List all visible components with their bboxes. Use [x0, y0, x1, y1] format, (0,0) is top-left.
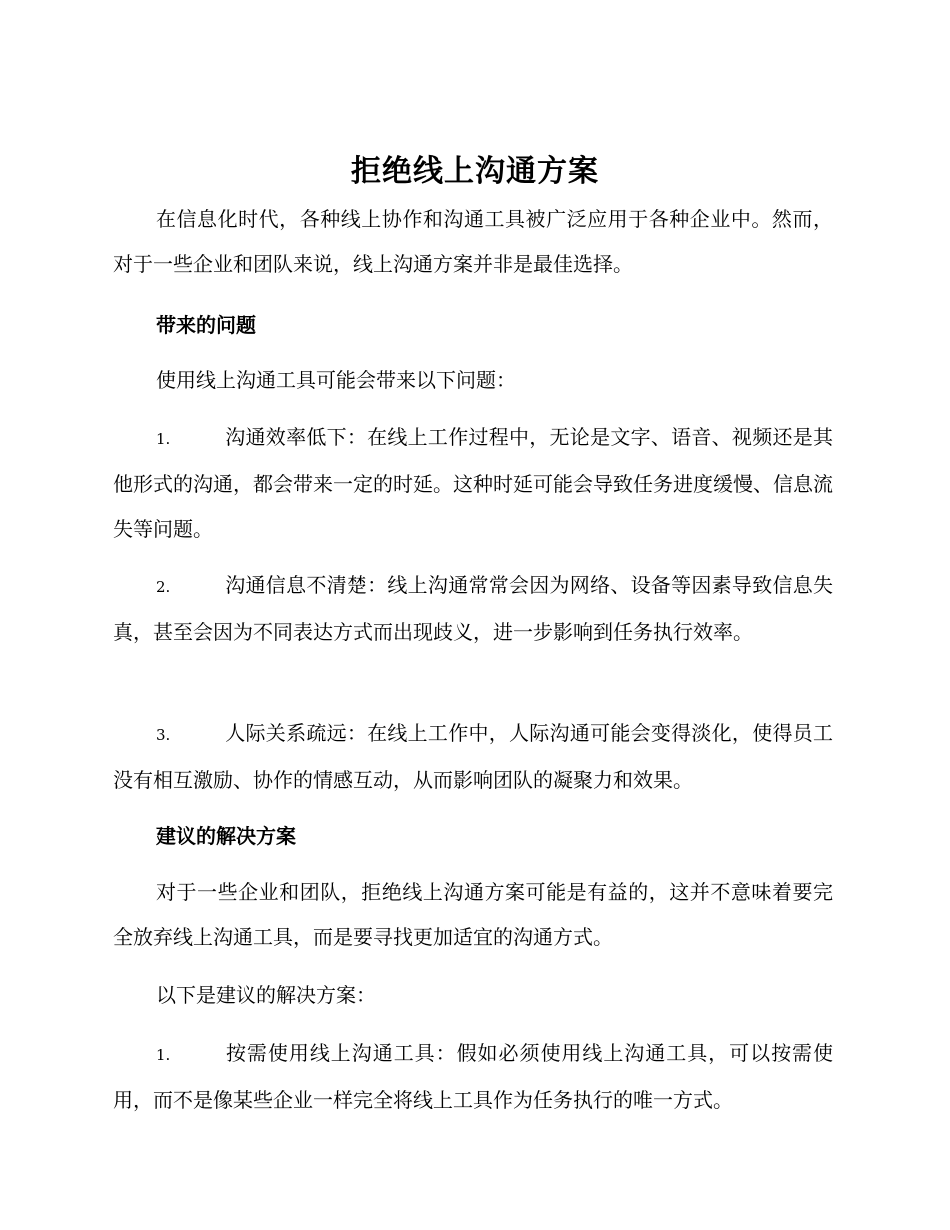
solution-item-1: [113, 1031, 833, 1123]
list-item-text: 按需使用线上沟通工具：假如必须使用线上沟通工具，可以按需使用，而不是像某些企业一样完全将线上工具作为任务执行的唯一方式。: [113, 1041, 833, 1112]
solutions-lead: 以下是建议的解决方案：: [156, 983, 376, 1007]
list-number: 2.: [156, 578, 171, 596]
section-heading-solutions: 建议的解决方案: [156, 824, 296, 848]
list-number: 1.: [156, 430, 171, 448]
section-heading-problems: 带来的问题: [156, 313, 256, 337]
solutions-intro: 对于一些企业和团队，拒绝线上沟通方案可能是有益的，这并不意味着要完全放弃线上沟通工具，而是要寻找更加适宜的沟通方式。: [113, 880, 833, 949]
list-number: 1.: [156, 1046, 171, 1064]
list-item-text: 沟通信息不清楚：线上沟通常常会因为网络、设备等因素导致信息失真，甚至会因为不同表达方式而出现歧义，进一步影响到任务执行效率。: [113, 573, 833, 644]
problem-item-2: [113, 563, 833, 655]
problem-item-1: [113, 415, 833, 552]
list-number: 3.: [156, 726, 171, 744]
list-item-text: 人际关系疏远：在线上工作中，人际沟通可能会变得淡化，使得员工没有相互激励、协作的情感互动，从而影响团队的凝聚力和效果。: [113, 721, 833, 792]
problem-item-3: [113, 711, 833, 803]
intro-paragraph: 在信息化时代，各种线上协作和沟通工具被广泛应用于各种企业中。然而，对于一些企业和团队来说，线上沟通方案并非是最佳选择。: [113, 207, 833, 276]
problems-lead: 使用线上沟通工具可能会带来以下问题：: [156, 368, 516, 392]
list-item-text: 沟通效率低下：在线上工作过程中，无论是文字、语音、视频还是其他形式的沟通，都会带来一定的时延。这种时延可能会导致任务进度缓慢、信息流失等问题。: [113, 425, 833, 541]
document-title: 拒绝线上沟通方案: [351, 154, 599, 189]
